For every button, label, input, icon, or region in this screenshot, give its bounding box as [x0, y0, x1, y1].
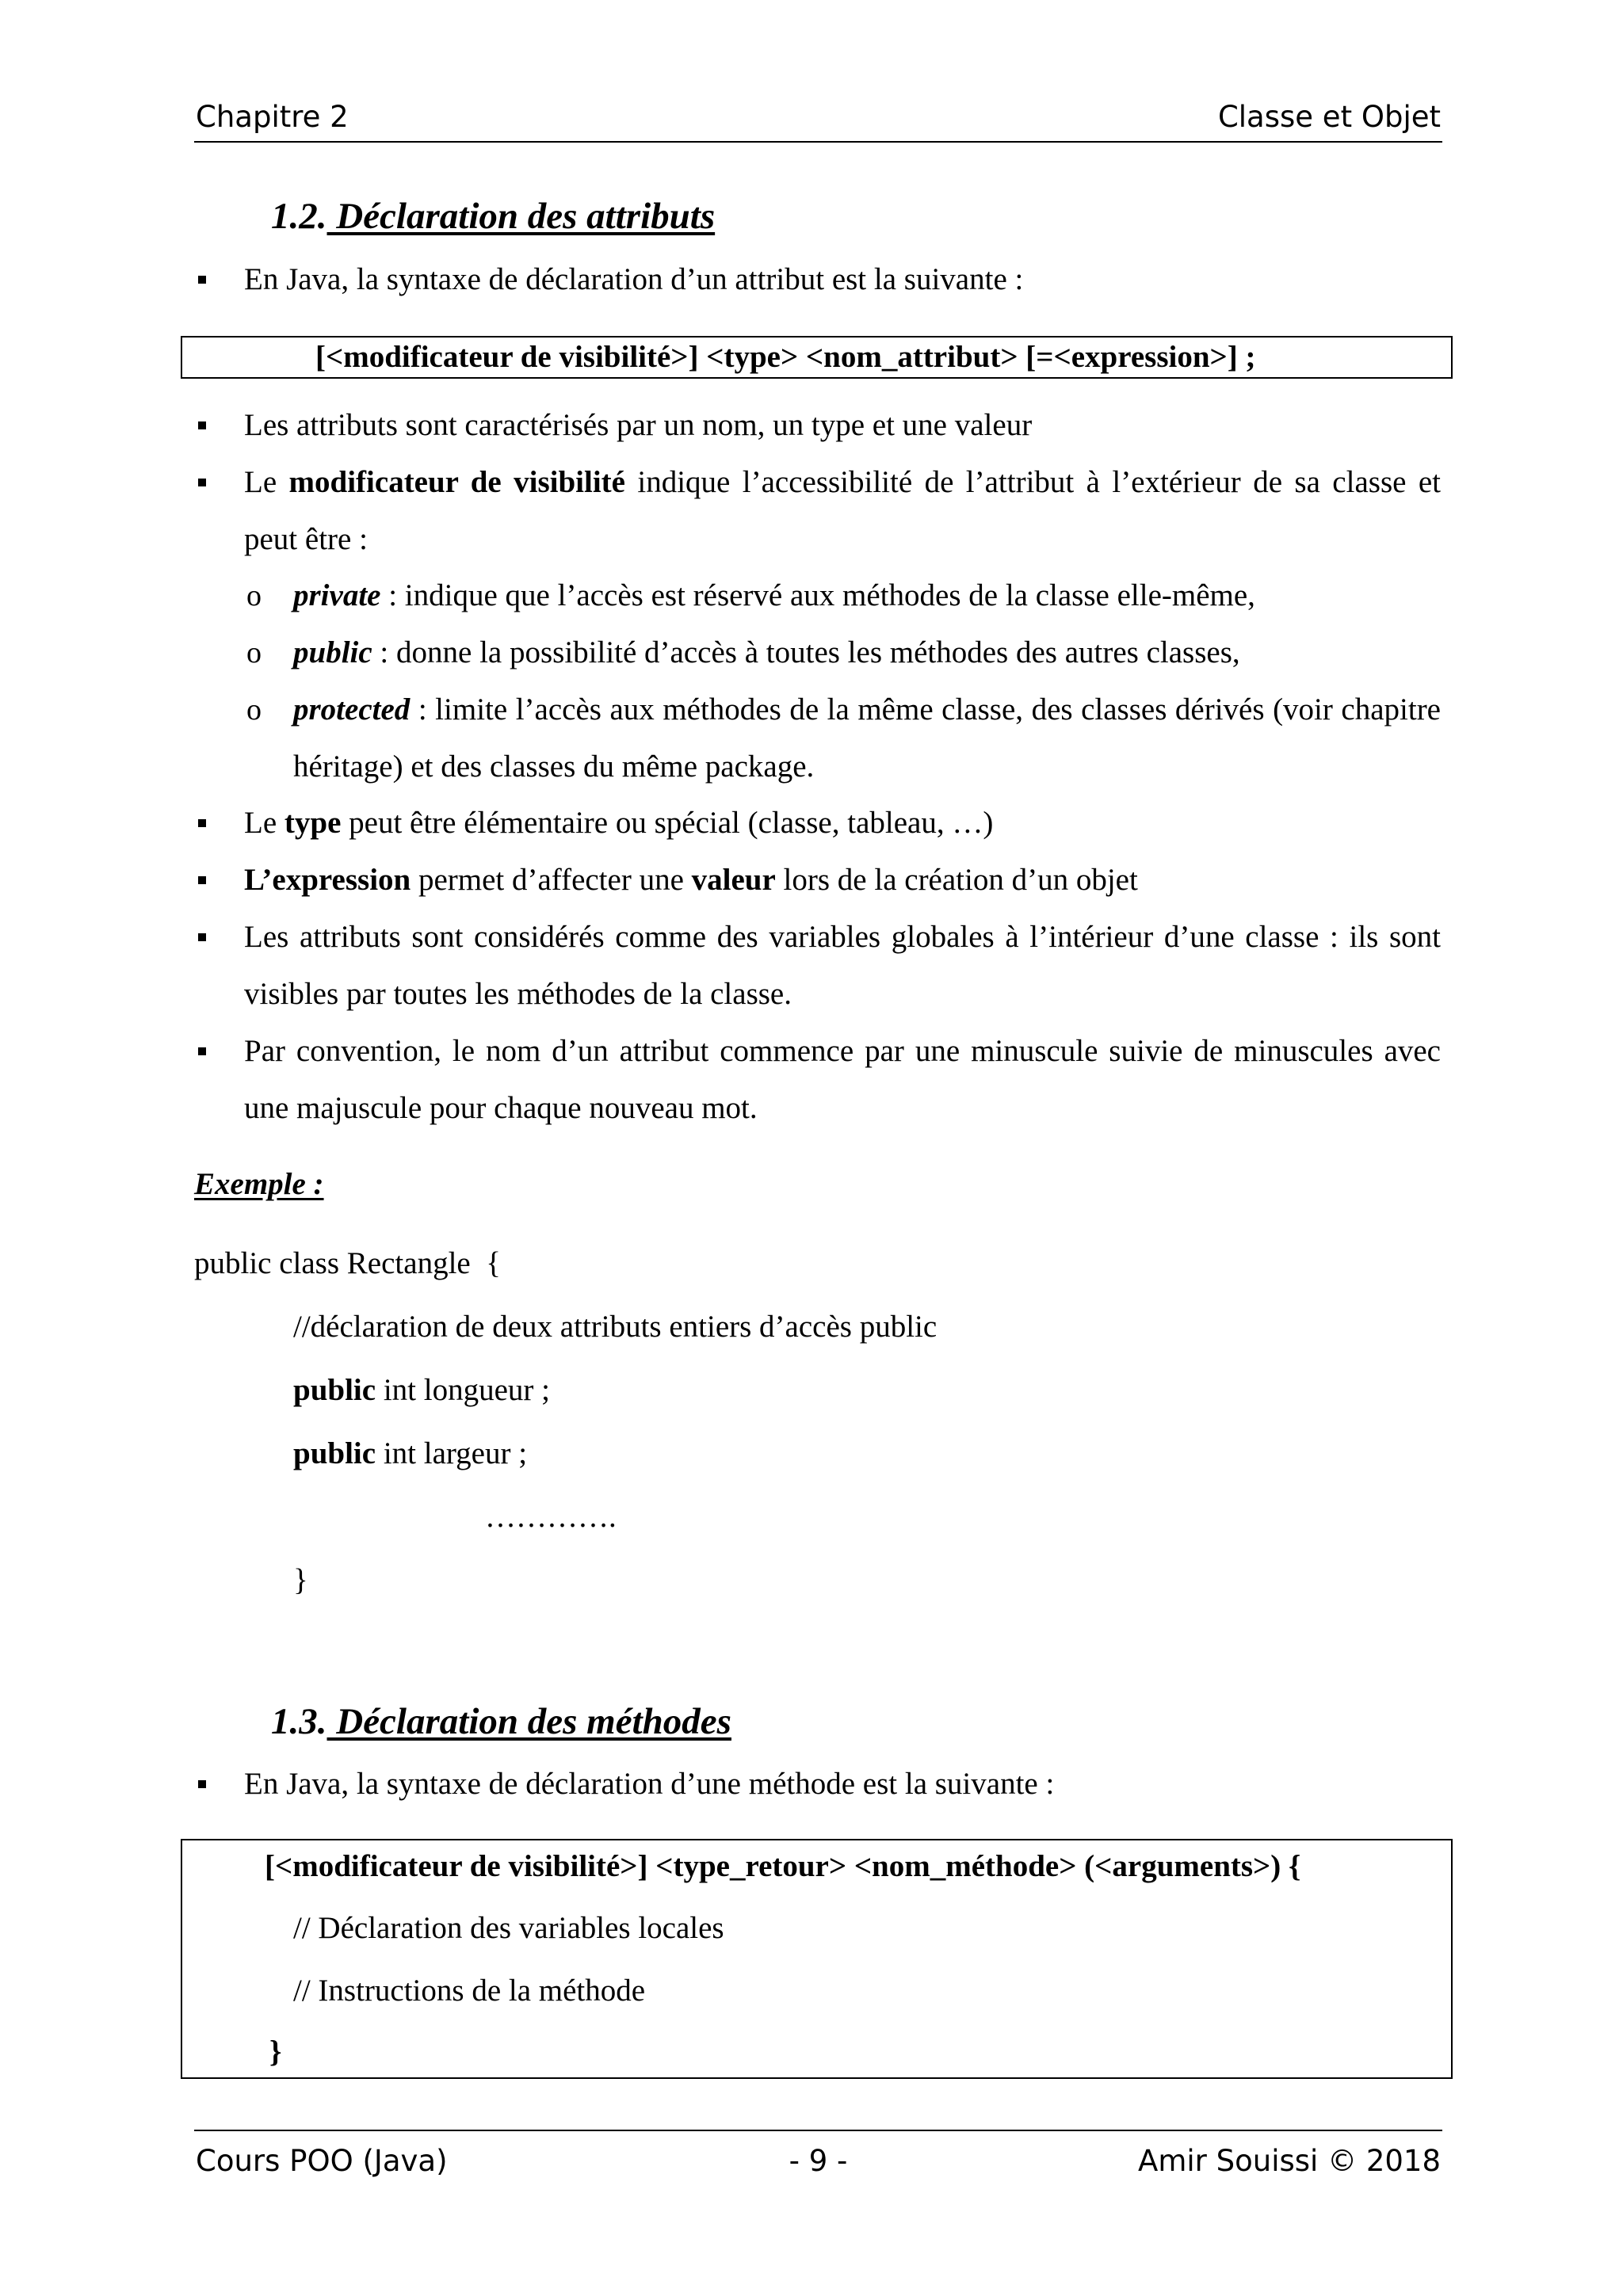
footer-page-number: - 9 - — [789, 2144, 848, 2178]
keyword-public: public — [293, 635, 372, 669]
bold-term: valeur — [691, 863, 776, 897]
footer-author: Amir Souissi © 2018 — [1138, 2144, 1441, 2178]
code-line-largeur: public int largeur ; — [293, 1436, 528, 1470]
footer-course: Cours POO (Java) — [196, 2144, 448, 2178]
keyword-private: private — [293, 578, 381, 612]
bold-term: type — [284, 806, 342, 840]
bullet-intro-methodes: En Java, la syntaxe de déclaration d’une méthode est la suivante : — [244, 1756, 1441, 1813]
code-line-comment: //déclaration de deux attributs entiers d’accès public — [293, 1310, 938, 1344]
section-heading-methodes — [271, 1700, 731, 1743]
example-label: Exemple : — [194, 1167, 324, 1201]
syntax-line-instructions: // Instructions de la méthode — [293, 1974, 646, 2008]
sub-item-public: o public : donne la possibilité d’accès à toutes les méthodes des autres classes, — [293, 624, 1441, 681]
page-footer — [194, 2130, 1442, 2179]
page-header — [194, 97, 1442, 143]
code-line-close: } — [293, 1563, 308, 1597]
section-number: 1.2. — [271, 196, 327, 237]
bold-term: modificateur de visibilité — [288, 465, 625, 499]
bullet-caracteristiques: Les attributs sont caractérisés par un nom, un type et une valeur — [244, 397, 1441, 454]
section-heading-attributs — [271, 195, 715, 238]
syntax-line-close: } — [269, 2035, 282, 2069]
keyword-protected: protected — [293, 692, 411, 727]
code-line-class: public class Rectangle { — [194, 1246, 501, 1280]
bullet-type: Le type peut être élémentaire ou spécial (classe, tableau, …) — [244, 795, 1441, 852]
bullet-modificateur: Le modificateur de visibilité indique l’accessibilité de l’attribut à l’extérieur de sa classe et peut être : — [244, 454, 1441, 568]
syntax-box-methode — [181, 1839, 1453, 2079]
bold-term: L’expression — [244, 863, 411, 897]
header-chapter: Chapitre 2 — [196, 100, 349, 134]
bullet-variables-globales: Les attributs sont considérés comme des variables globales à l’intérieur d’une classe : ils sont visibles par toutes les méthodes de la classe. — [244, 909, 1441, 1023]
sub-item-private: o private : indique que l’accès est réservé aux méthodes de la classe elle-même, — [293, 567, 1441, 624]
syntax-box-attribut: [<modificateur de visibilité>] <type> <nom_attribut> [=<expression>] ; — [181, 336, 1453, 379]
header-title: Classe et Objet — [1217, 100, 1441, 134]
section-title: Déclaration des attributs — [327, 196, 716, 237]
code-line-longueur: public int longueur ; — [293, 1373, 550, 1407]
bullet-convention: Par convention, le nom d’un attribut commence par une minuscule suivie de minuscules avec une majuscule pour chaque nouveau mot. — [244, 1023, 1441, 1137]
section-title: Déclaration des méthodes — [327, 1701, 731, 1742]
code-line-ellipsis: …………. — [485, 1500, 617, 1534]
sub-item-protected: o protected : limite l’accès aux méthodes de la même classe, des classes dérivés (voir chapitre héritage) et des classes du même package. — [293, 681, 1441, 795]
section-number: 1.3. — [271, 1701, 327, 1742]
syntax-line-variables: // Déclaration des variables locales — [293, 1911, 724, 1945]
bullet-expression: L’expression permet d’affecter une valeur lors de la création d’un objet — [244, 852, 1441, 909]
syntax-line-signature: [<modificateur de visibilité>] <type_retour> <nom_méthode> (<arguments>) { — [265, 1849, 1301, 1883]
bullet-intro-attributs: En Java, la syntaxe de déclaration d’un attribut est la suivante : — [244, 251, 1441, 308]
